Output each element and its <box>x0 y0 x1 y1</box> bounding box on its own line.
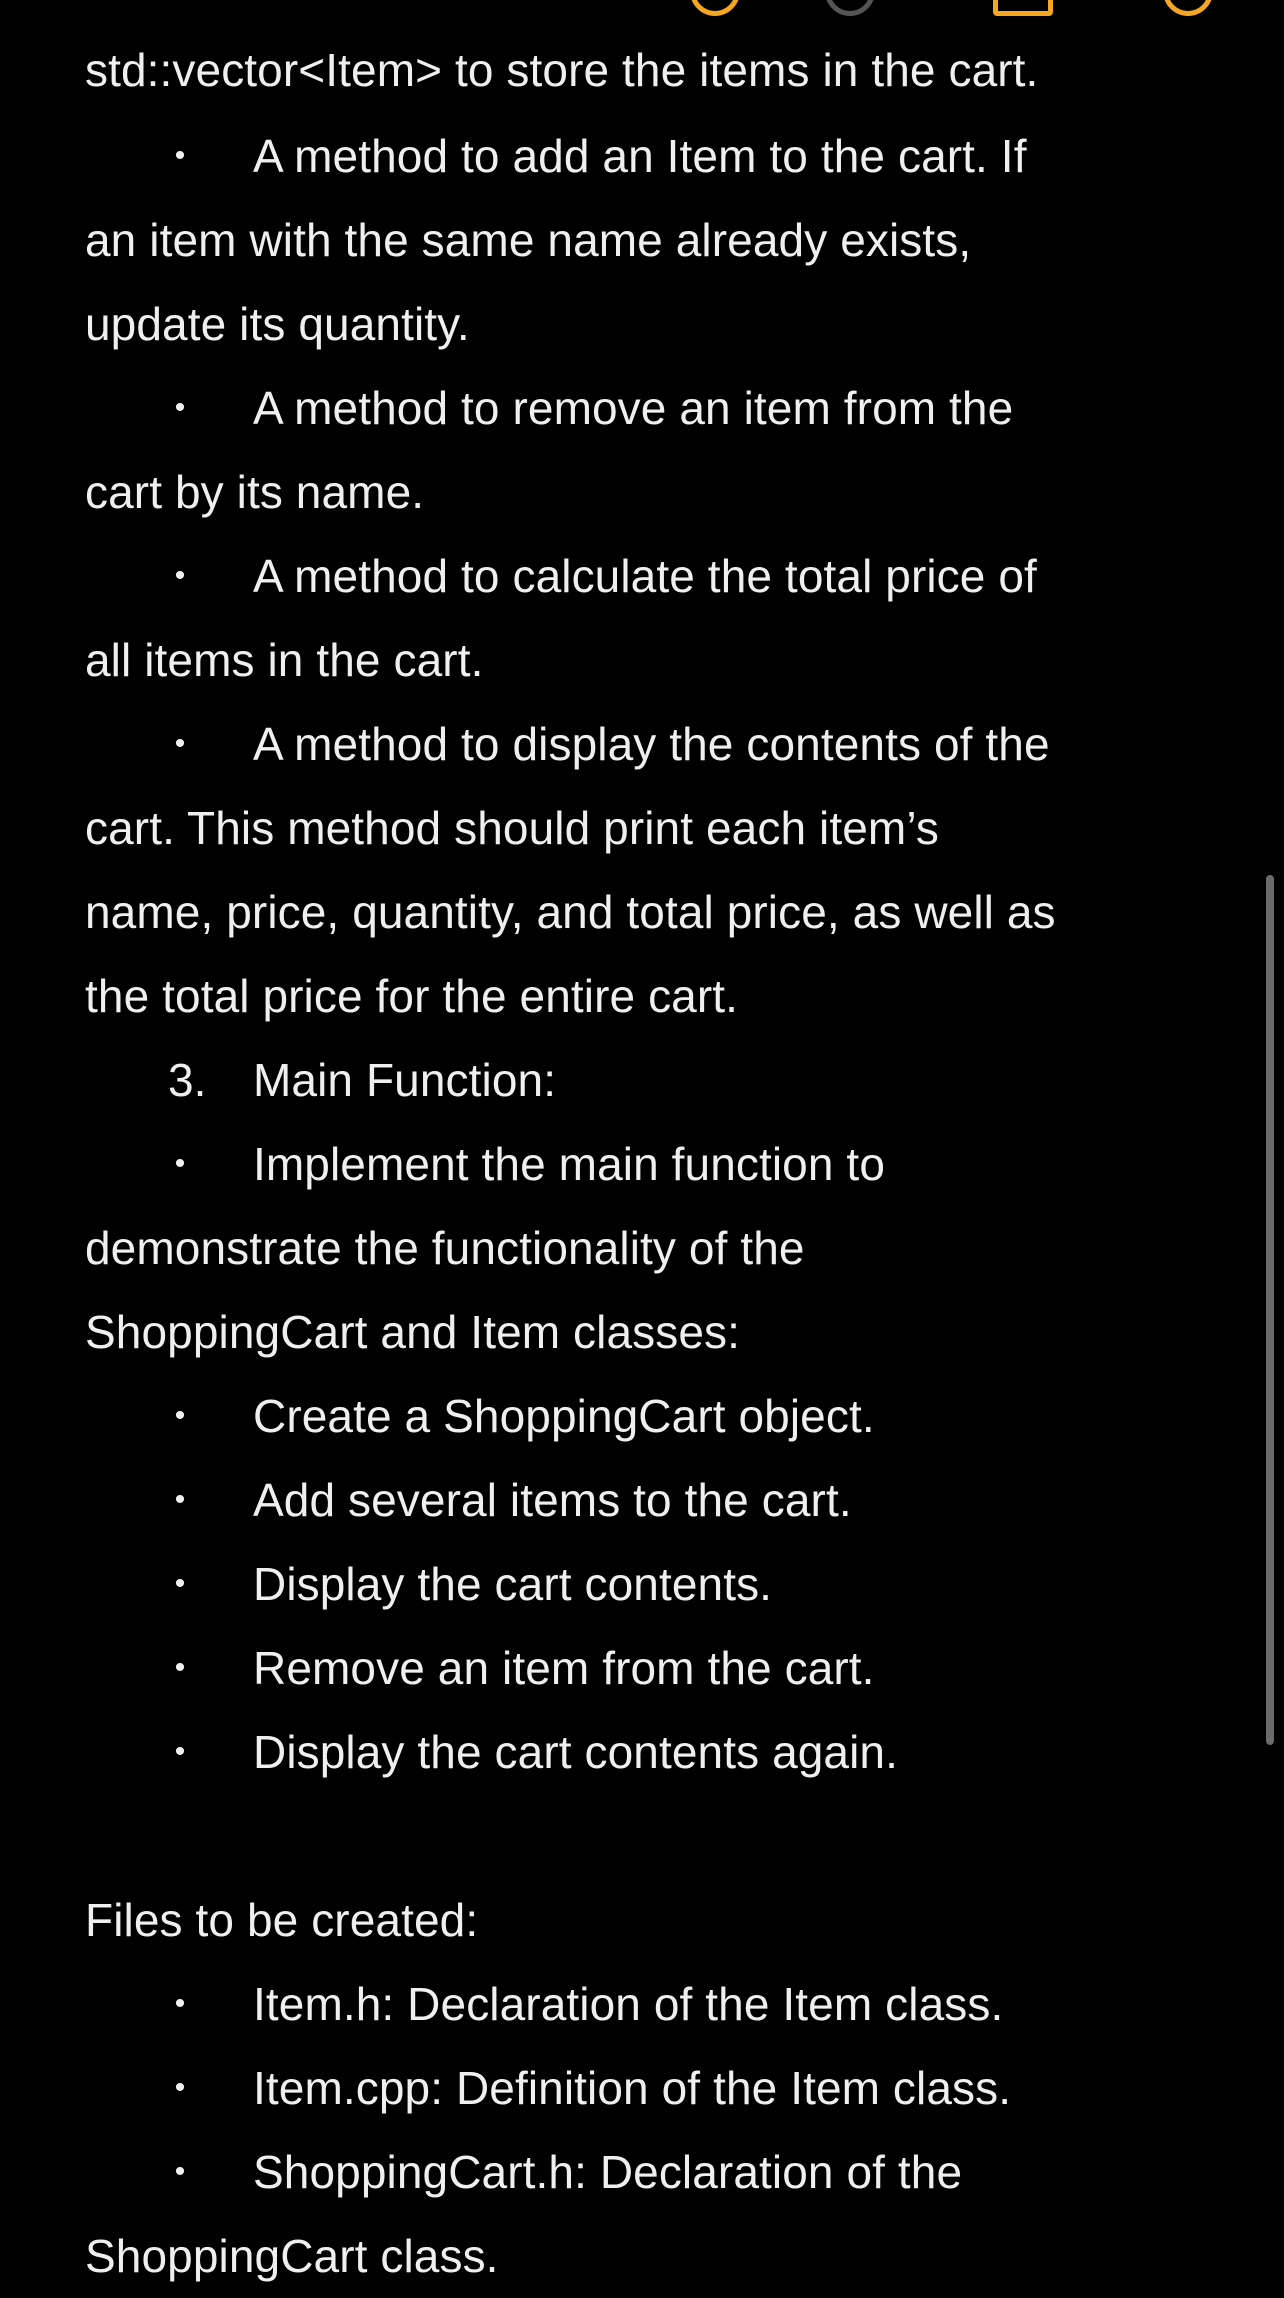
bullet-text: A method to add an Item to the cart. If <box>253 130 1027 182</box>
bullet-icon: • <box>174 1399 186 1432</box>
bullet-icon: • <box>174 139 186 172</box>
text-line: an item with the same name already exists, <box>85 214 972 266</box>
toolbar-icon-partial[interactable] <box>1163 0 1213 16</box>
bullet-text: Display the cart contents. <box>253 1558 773 1610</box>
toolbar-icon-partial[interactable] <box>690 0 740 16</box>
bullet-icon: • <box>174 1483 186 1516</box>
text-line: demonstrate the functionality of the <box>85 1222 805 1274</box>
text-line: Files to be created: <box>85 1894 479 1946</box>
bullet-icon: • <box>174 1567 186 1600</box>
text-line: the total price for the entire cart. <box>85 970 739 1022</box>
bullet-text: ShoppingCart.h: Declaration of the <box>253 2146 963 2198</box>
bullet-text: Add several items to the cart. <box>253 1474 852 1526</box>
text-line: ShoppingCart class. <box>85 2230 499 2282</box>
toolbar-icon-partial[interactable] <box>993 0 1053 16</box>
bullet-text: Create a ShoppingCart object. <box>253 1390 875 1442</box>
bullet-icon: • <box>174 2071 186 2104</box>
text-line: all items in the cart. <box>85 634 484 686</box>
text-line: cart by its name. <box>85 466 425 518</box>
text-line: ShoppingCart and Item classes: <box>85 1306 741 1358</box>
toolbar-icon-partial[interactable] <box>825 0 875 16</box>
list-number: 3. <box>168 1054 207 1106</box>
bullet-text: A method to remove an item from the <box>253 382 1014 434</box>
bullet-text: A method to display the contents of the <box>253 718 1050 770</box>
text-line: update its quantity. <box>85 298 470 350</box>
bullet-text: A method to calculate the total price of <box>253 550 1037 602</box>
bullet-icon: • <box>174 1735 186 1768</box>
bullet-icon: • <box>174 391 186 424</box>
bullet-icon: • <box>174 559 186 592</box>
bullet-text: Item.h: Declaration of the Item class. <box>253 1978 1004 2030</box>
bullet-text: Remove an item from the cart. <box>253 1642 875 1694</box>
bullet-icon: • <box>174 1651 186 1684</box>
bullet-text: Implement the main function to <box>253 1138 885 1190</box>
bullet-icon: • <box>174 1147 186 1180</box>
bullet-icon: • <box>174 2155 186 2188</box>
section-heading: Main Function: <box>253 1054 557 1106</box>
scrollbar[interactable] <box>1266 875 1274 1745</box>
text-line: name, price, quantity, and total price, as well as <box>85 886 1056 938</box>
bullet-icon: • <box>174 1987 186 2020</box>
bullet-text: Item.cpp: Definition of the Item class. <box>253 2062 1012 2114</box>
text-line: cart. This method should print each item’s <box>85 802 939 854</box>
bullet-text: Display the cart contents again. <box>253 1726 898 1778</box>
text-line: std::vector<Item> to store the items in the cart. <box>85 44 1039 96</box>
bullet-icon: • <box>174 727 186 760</box>
